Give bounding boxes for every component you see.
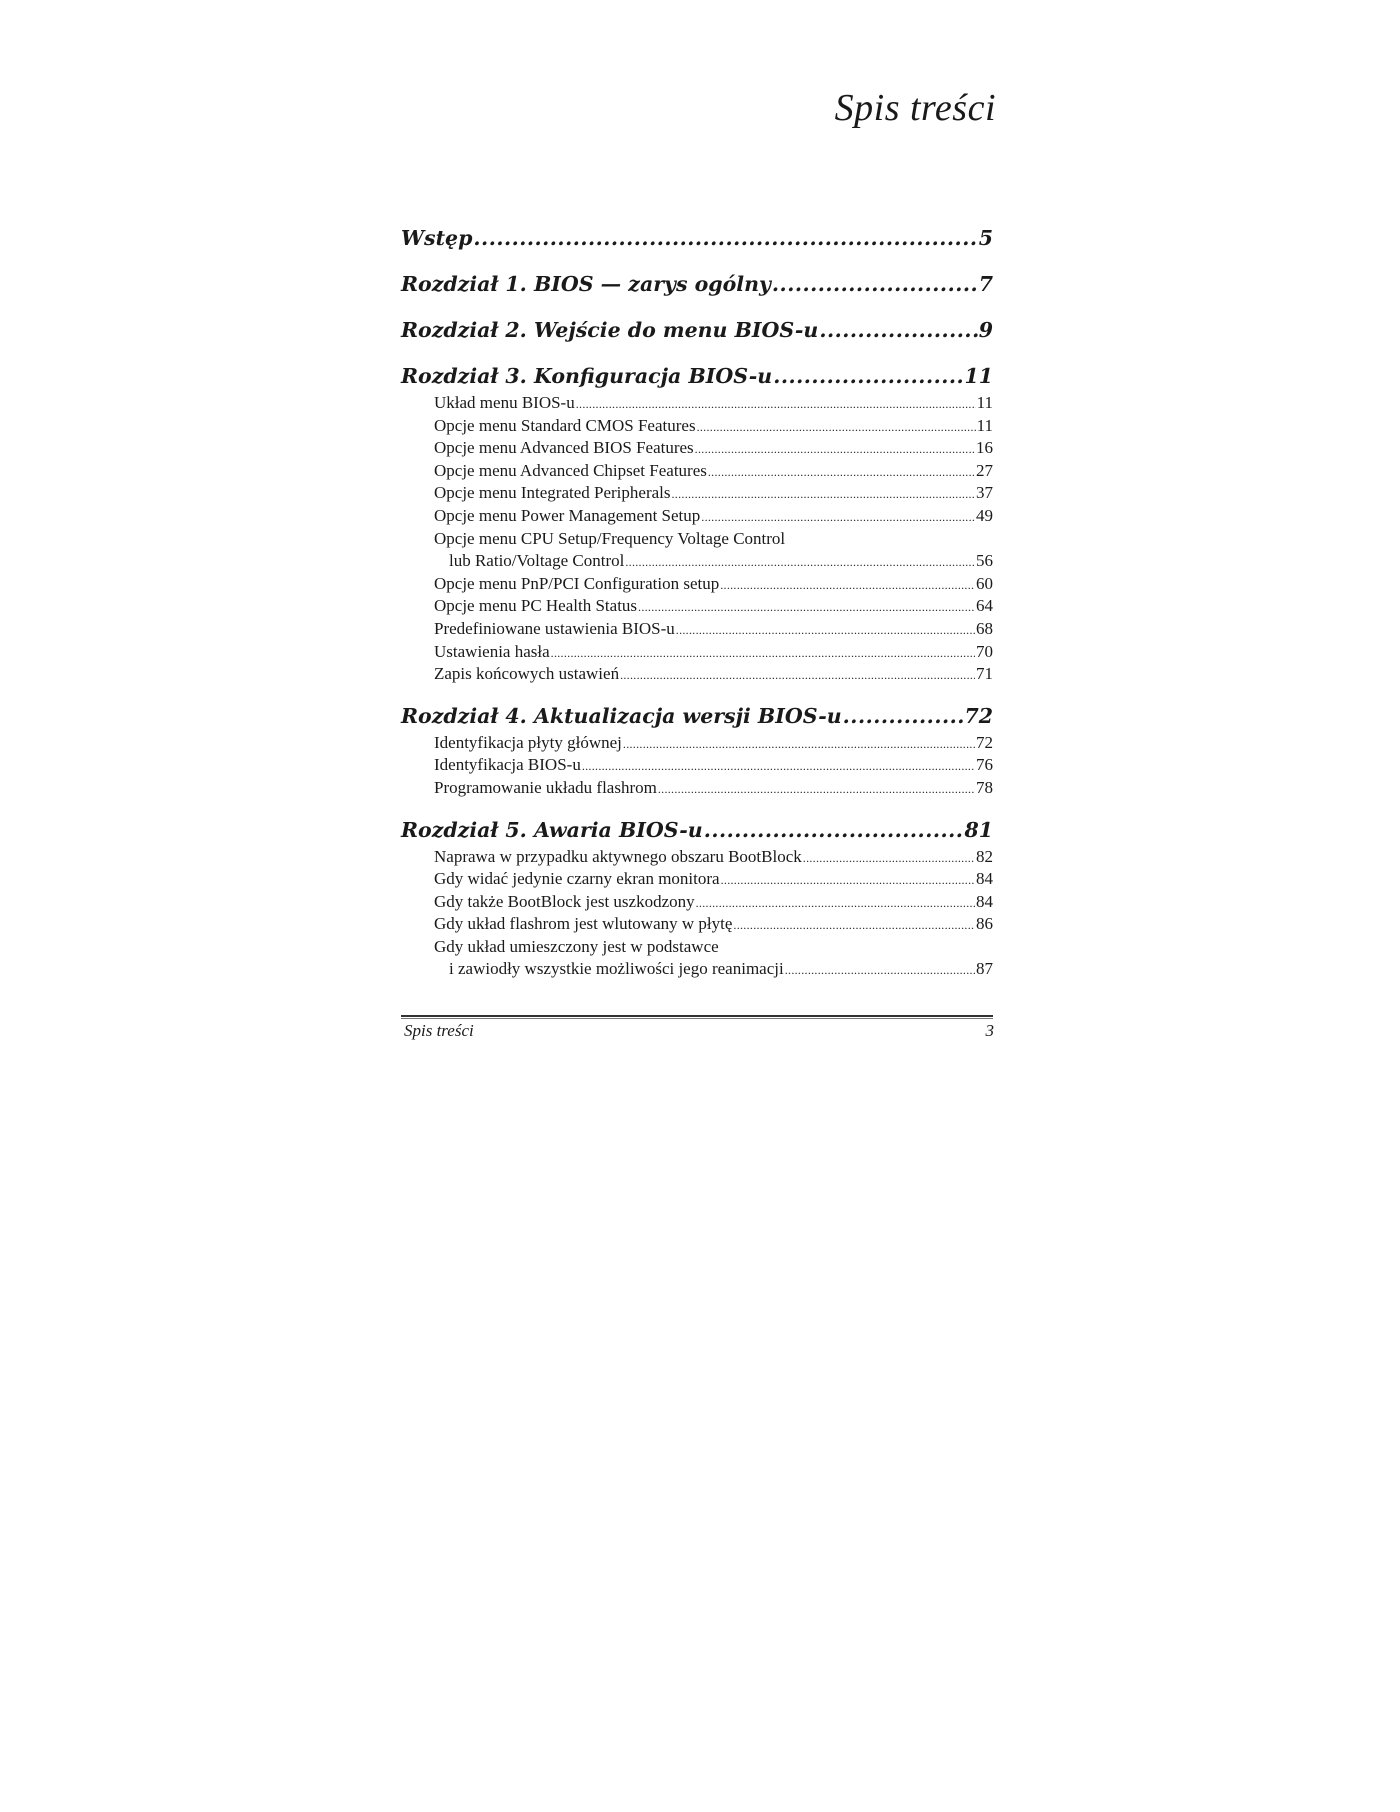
footer-rule-thin xyxy=(401,1018,993,1019)
toc-entry[interactable] xyxy=(401,618,993,641)
toc-page-number: 11 xyxy=(964,364,993,388)
toc-dot-leader xyxy=(701,505,975,529)
toc-label: Ustawienia hasła xyxy=(434,641,550,661)
toc-chapter[interactable] xyxy=(401,814,993,846)
toc-dot-leader xyxy=(721,868,975,892)
toc-dot-leader xyxy=(733,913,975,937)
toc-dot-leader xyxy=(708,460,975,484)
toc-entry-continuation[interactable] xyxy=(401,958,993,981)
toc-entry[interactable] xyxy=(401,913,993,936)
toc-entry[interactable] xyxy=(401,641,993,664)
toc-dot-leader xyxy=(819,314,977,346)
toc-page-number: 70 xyxy=(976,641,993,661)
toc-entry[interactable] xyxy=(401,595,993,618)
toc-page-number: 84 xyxy=(976,891,993,911)
footer-rule xyxy=(401,1015,993,1017)
toc-dot-leader xyxy=(582,754,975,778)
toc-page-number: 16 xyxy=(976,438,993,458)
toc-entry[interactable] xyxy=(401,415,993,438)
toc-label: Rozdział 2. Wejście do menu BIOS-u xyxy=(401,318,819,342)
toc-entry-continuation[interactable] xyxy=(401,550,993,573)
toc-label: Identyfikacja płyty głównej xyxy=(434,732,622,752)
toc-label: Układ menu BIOS-u xyxy=(434,393,575,412)
toc-label: Opcje menu Integrated Peripherals xyxy=(434,483,671,503)
toc-entry[interactable] xyxy=(401,868,993,891)
toc-page-number: 72 xyxy=(976,732,993,752)
toc-dot-leader xyxy=(696,891,975,915)
toc-chapter[interactable] xyxy=(401,314,993,346)
toc-label: Wstęp xyxy=(401,226,473,250)
toc-entry[interactable] xyxy=(401,392,993,415)
toc-dot-leader xyxy=(623,732,975,756)
toc-page-number: 60 xyxy=(976,573,993,593)
toc-dot-leader xyxy=(704,814,964,846)
toc-entry[interactable] xyxy=(401,936,993,959)
toc-entry[interactable] xyxy=(401,754,993,777)
toc-entry[interactable] xyxy=(401,573,993,596)
toc-dot-leader xyxy=(638,595,975,619)
toc-page-number: 11 xyxy=(976,415,993,435)
toc-label: Naprawa w przypadku aktywnego obszaru BootBlock xyxy=(434,846,802,866)
toc-entry[interactable] xyxy=(401,663,993,686)
footer-page-number: 3 xyxy=(985,1021,994,1040)
toc-label: Opcje menu PC Health Status xyxy=(434,596,638,616)
toc-label: Identyfikacja BIOS-u xyxy=(434,755,581,775)
toc-label: Gdy widać jedynie czarny ekran monitora xyxy=(434,869,720,889)
toc-page-number: 81 xyxy=(964,817,993,842)
toc-chapter[interactable] xyxy=(401,700,993,732)
toc-entry[interactable] xyxy=(401,505,993,528)
toc-dot-leader xyxy=(773,360,963,392)
toc-label: Opcje menu Advanced BIOS Features xyxy=(434,438,694,458)
toc-page-number: 56 xyxy=(976,551,993,571)
toc-label: Rozdział 4. Aktualizacja wersji BIOS-u xyxy=(401,703,842,728)
toc-page-number: 71 xyxy=(976,664,993,684)
footer-title: Spis treści xyxy=(404,1021,474,1040)
toc-entry[interactable] xyxy=(401,482,993,505)
toc-dot-leader xyxy=(658,777,975,801)
toc-entry[interactable] xyxy=(401,777,993,800)
toc-page-number: 11 xyxy=(976,393,993,412)
toc-label: Opcje menu Advanced Chipset Features xyxy=(434,460,707,480)
toc-dot-leader xyxy=(625,550,975,574)
toc-dot-leader xyxy=(695,437,975,461)
toc-label: Opcje menu CPU Setup/Frequency Voltage Control xyxy=(434,528,786,548)
toc-entry[interactable] xyxy=(401,460,993,483)
toc-chapter[interactable] xyxy=(401,360,993,392)
toc-page-number: 7 xyxy=(978,272,993,296)
toc-page-number: 37 xyxy=(976,483,993,503)
toc-page-number: 87 xyxy=(976,959,993,979)
toc-entry[interactable] xyxy=(401,891,993,914)
toc-dot-leader xyxy=(676,618,975,642)
toc-label: Gdy także BootBlock jest uszkodzony xyxy=(434,891,695,911)
toc-page-number: 84 xyxy=(976,869,993,889)
toc-label: Predefiniowane ustawienia BIOS-u xyxy=(434,618,675,638)
toc-label: Rozdział 1. BIOS — zarys ogólny xyxy=(401,272,771,296)
toc-entry[interactable] xyxy=(401,732,993,755)
toc-page-number: 82 xyxy=(976,846,993,866)
toc-page-number: 72 xyxy=(964,703,993,728)
toc-label: Programowanie układu flashrom xyxy=(434,777,657,797)
toc-page-number: 64 xyxy=(976,596,993,616)
toc-dot-leader xyxy=(697,415,976,439)
toc-page-number: 5 xyxy=(978,226,993,250)
toc-label: i zawiodły wszystkie możliwości jego reanimacji xyxy=(449,959,784,979)
toc-dot-leader xyxy=(772,268,978,300)
toc-page-number: 9 xyxy=(978,318,993,342)
toc-chapter[interactable] xyxy=(401,222,993,254)
toc-dot-leader xyxy=(473,222,977,254)
toc-entry[interactable] xyxy=(401,846,993,869)
toc-label: Rozdział 5. Awaria BIOS-u xyxy=(401,817,703,842)
toc-label: Opcje menu PnP/PCI Configuration setup xyxy=(434,573,720,593)
table-of-contents xyxy=(401,222,993,981)
page-title: Spis treści xyxy=(834,87,996,129)
toc-dot-leader xyxy=(551,641,975,665)
toc-label: Zapis końcowych ustawień xyxy=(434,664,620,684)
toc-page-number: 68 xyxy=(976,618,993,638)
toc-entry[interactable] xyxy=(401,528,993,551)
toc-page-number: 78 xyxy=(976,777,993,797)
toc-label: lub Ratio/Voltage Control xyxy=(449,551,625,571)
toc-dot-leader xyxy=(576,392,976,416)
toc-dot-leader xyxy=(843,700,964,732)
toc-page-number: 86 xyxy=(976,914,993,934)
toc-label: Opcje menu Standard CMOS Features xyxy=(434,415,696,435)
toc-dot-leader xyxy=(803,846,975,870)
toc-page-number: 27 xyxy=(976,460,993,480)
toc-label: Rozdział 3. Konfiguracja BIOS-u xyxy=(401,364,773,388)
toc-label: Gdy układ flashrom jest wlutowany w płytę xyxy=(434,914,733,934)
toc-page-number: 49 xyxy=(976,505,993,525)
toc-page-number: 76 xyxy=(976,755,993,775)
toc-dot-leader xyxy=(620,663,975,687)
toc-label: Gdy układ umieszczony jest w podstawce xyxy=(434,936,719,956)
toc-dot-leader xyxy=(785,958,975,982)
toc-chapter[interactable] xyxy=(401,268,993,300)
toc-dot-leader xyxy=(672,482,976,506)
toc-dot-leader xyxy=(720,573,975,597)
toc-label: Opcje menu Power Management Setup xyxy=(434,505,701,525)
toc-entry[interactable] xyxy=(401,437,993,460)
